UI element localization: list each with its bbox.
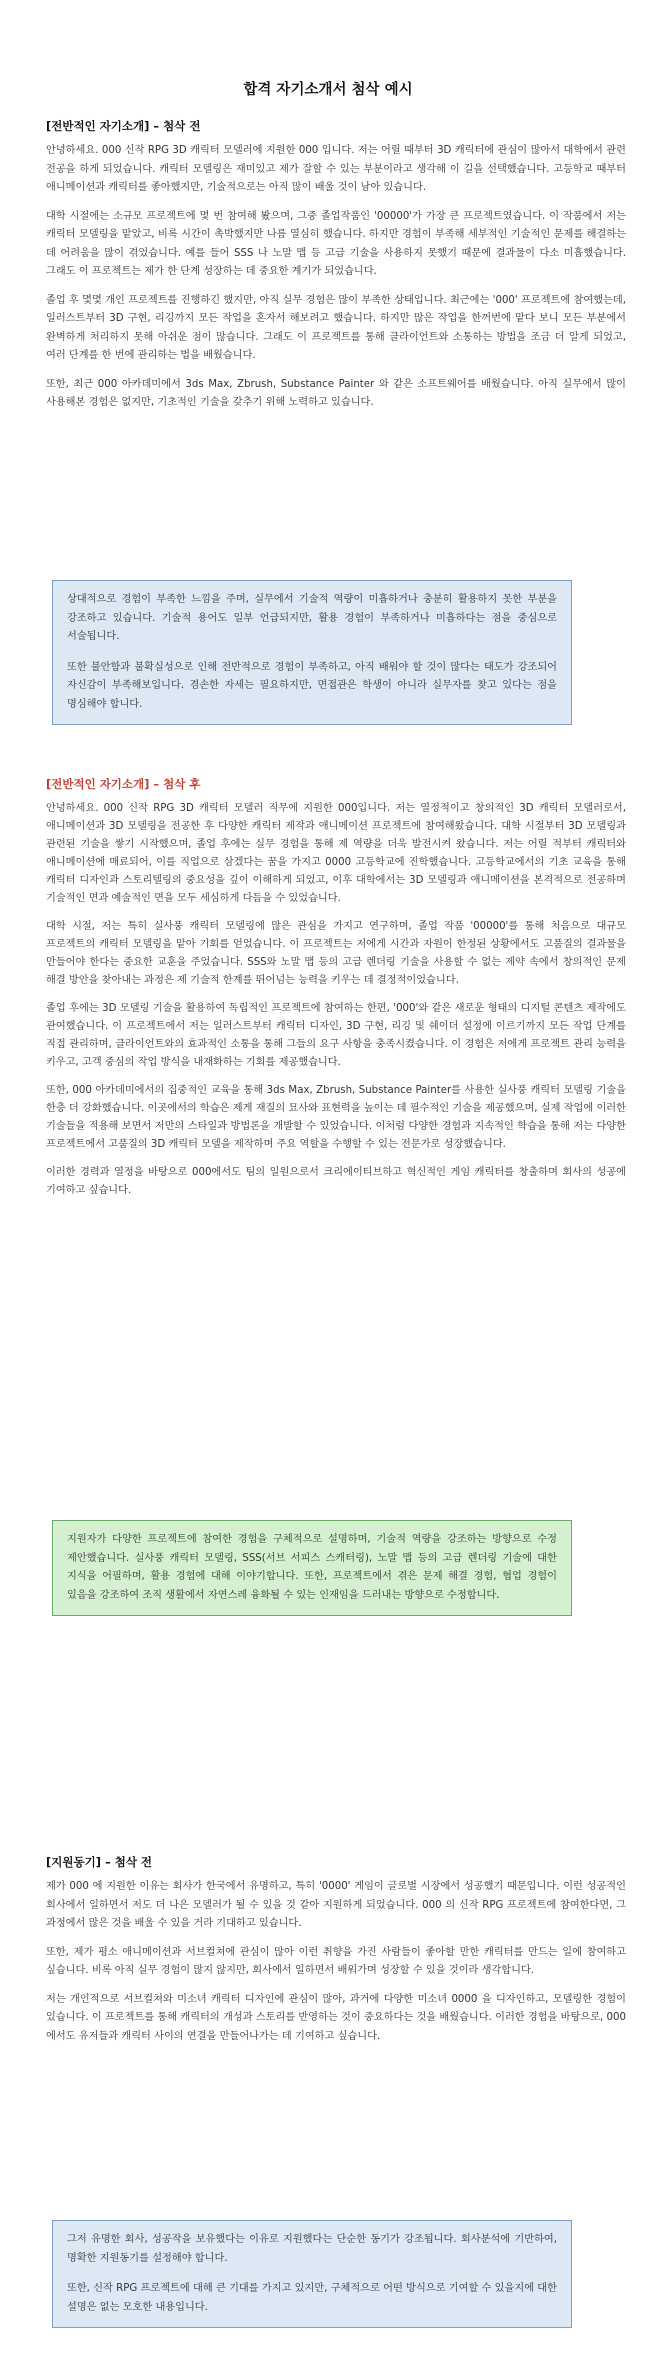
feedback-box-blue <box>52 2220 572 2328</box>
paragraph: 또한, 000 아카데미에서의 집중적인 교육을 통해 3ds Max, Zbrush, Substance Painter를 사용한 실사풍 캐릭터 모델링 기술을 한층 더 강화했습니다. 이곳에서의 학습은 제게 재질의 묘사와 표현력을 높이는 데 필수적인 기술을 제공했으며, 실제 작업에 이러한 기술들을 적용해 보면서 저만의 스타일과 방법론을 개발할 수 있었습니다. 이처럼 다양한 경험과 지속적인 학습을 통해 저는 다양한 프로젝트에서 고품질의 3D 캐릭터 모델을 제작하며 주요 역할을 수행할 수 있는 전문가로 성장했습니다. <box>46 1085 626 1150</box>
paragraph: 저는 개인적으로 서브컬쳐와 미소녀 캐릭터 디자인에 관심이 많아, 과거에 다양한 미소녀 0000 을 디자인하고, 모델링한 경험이 있습니다. 이 프로젝트를 통해 캐릭터의 개성과 스토리를 반영하는 것이 중요하다는 것을 배웠습니다. 이러한 경험을 바탕으로, 000 에서도 유저들과 캐릭터 사이의 연결을 만들어나가는 데 기여하고 싶습니다. <box>46 1993 626 2042</box>
paragraph: 또한, 최근 000 아카데미에서 3ds Max, Zbrush, Substance Painter 와 같은 소프트웨어를 배웠습니다. 아직 실무에서 많이 사용해본 경험은 없지만, 기초적인 기술을 갖추기 위해 노력하고 있습니다. <box>46 378 626 408</box>
section-heading-status: – 첨삭 전 <box>149 119 201 133</box>
section-heading <box>46 1854 626 1870</box>
section-heading-tag: [지원동기] <box>46 1855 101 1869</box>
section-intro-after <box>46 776 626 1210</box>
feedback-paragraph: 또한, 신작 RPG 프로젝트에 대해 큰 기대를 가지고 있지만, 구체적으로 어떤 방식으로 기여할 수 있을지에 대한 설명은 없는 모호한 내용입니다. <box>67 2283 557 2313</box>
paragraph: 또한, 제가 평소 애니메이션과 서브컬쳐에 관심이 많아 이런 취향을 가진 사람들이 좋아할 만한 캐릭터를 만드는 일에 참여하고 싶습니다. 비록 아직 실무 경험이 많지 않지만, 회사에서 일하면서 배워가며 성장할 수 있을 것이라 생각합니다. <box>46 1946 626 1976</box>
feedback-paragraph: 그저 유명한 회사, 성공작을 보유했다는 이유로 지원했다는 단순한 동기가 강조됩니다. 회사분석에 기반하여, 명확한 지원동기를 설정해야 합니다. <box>67 2234 557 2264</box>
section-heading-status: – 첨삭 후 <box>149 777 201 791</box>
section-intro-before <box>46 118 626 423</box>
feedback-box-green <box>52 1520 572 1616</box>
section-heading-status: – 첨삭 전 <box>100 1855 153 1869</box>
paragraph: 대학 시절, 저는 특히 실사풍 캐릭터 모델링에 많은 관심을 가지고 연구하며, 졸업 작품 '00000'를 통해 처음으로 대규모 프로젝트의 캐릭터 모델링을 맡아 기회를 얻었습니다. 이 프로젝트는 저에게 시간과 자원이 한정된 상황에서도 고품질의 결과물을 만들어야 한다는 중요한 교훈을 주었습니다. SSS와 노말 맵 등의 고급 렌더링 기술을 사용할 수 없는 제약 속에서 창의적인 문제 해결 방안을 찾아내는 과정은 제 기술적 한계를 뛰어넘는 능력을 키우는 데 결정적이었습니다. <box>46 921 626 986</box>
section-heading <box>46 776 626 792</box>
section-heading <box>46 118 626 134</box>
paragraph: 졸업 후에는 3D 모델링 기술을 활용하여 독립적인 프로젝트에 참여하는 한편, '000'와 같은 새로운 형태의 디지털 콘텐츠 제작에도 관여했습니다. 이 프로젝트에서 저는 일러스트부터 캐릭터 디자인, 3D 구현, 리깅 및 쉐이더 설정에 이르기까지 모든 작업 단계를 직접 관리하며, 클라이언트와의 효과적인 소통을 통해 그들의 요구 사항을 충족시켰습니다. 이 경험은 저에게 프로젝트 관리 능력을 키우고, 고객 중심의 작업 방식을 내재화하는 기회를 제공했습니다. <box>46 1003 626 1068</box>
feedback-paragraph: 또한 불안함과 불확실성으로 인해 전반적으로 경험이 부족하고, 아직 배워야 할 것이 많다는 태도가 강조되어 자신감이 부족해보입니다. 겸손한 자세는 필요하지만, 면접관은 학생이 아니라 실무자를 찾고 있다는 점을 명심해야 합니다. <box>67 661 557 710</box>
paragraph: 졸업 후 몇몇 개인 프로젝트를 진행하긴 했지만, 아직 실무 경험은 많이 부족한 상태입니다. 최근에는 '000' 프로젝트에 참여했는데, 일러스트부터 3D 구현, 리깅까지 모든 작업을 혼자서 해보려고 했습니다. 하지만 많은 작업을 한꺼번에 맡다 보니 모든 부분에서 완벽하게 처리하지 못해 아쉬운 점이 많습니다. 그래도 이 프로젝트를 통해 클라이언트와 소통하는 방법을 조금 더 알게 되었고, 여러 단계를 한 번에 관리하는 법을 배웠습니다. <box>46 294 626 361</box>
document-title: 합격 자기소개서 첨삭 예시 <box>243 82 413 98</box>
section-motivation-before <box>46 1854 626 2056</box>
feedback-paragraph: 상대적으로 경험이 부족한 느낌을 주며, 실무에서 기술적 역량이 미흡하거나 충분히 활용하지 못한 부분을 강조하고 있습니다. 기술적 용어도 일부 언급되지만, 활용 경험이 부족하거나 미흡하다는 점을 중심으로 서술됩니다. <box>67 594 557 642</box>
feedback-box-blue <box>52 580 572 725</box>
section-heading-tag: [전반적인 자기소개] <box>46 777 150 791</box>
feedback-paragraph: 지원자가 다양한 프로젝트에 참여한 경험을 구체적으로 설명하며, 기술적 역량을 강조하는 방향으로 수정 제안했습니다. 실사풍 캐릭터 모델링, SSS(서브 서피스 스캐터링), 노말 맵 등의 고급 렌더링 기술에 대한 지식을 어필하며, 활용 경험에 대해 이야기합니다. 또한, 프로젝트에서 겪은 문제 해결 경험, 협업 경험이 있음을 강조하여 조직 생활에서 자연스레 융화될 수 있는 인재임을 드러내는 방향으로 수정합니다. <box>67 1534 557 1601</box>
paragraph: 안녕하세요. 000 신작 RPG 3D 캐릭터 모델러에 지원한 000 입니다. 저는 어릴 때부터 3D 캐릭터에 관심이 많아서 대학에서 관련 전공을 하게 되었습니다. 캐릭터 모델링은 재미있고 제가 잘할 수 있는 부분이라고 생각해 이 길을 선택했습니다. 고등학교 때부터 애니메이션과 캐릭터를 좋아했지만, 기술적으로는 아직 많이 배울 것이 남아 있습니다. <box>46 145 626 193</box>
section-heading-tag: [전반적인 자기소개] <box>46 119 150 133</box>
paragraph: 안녕하세요. 000 신작 RPG 3D 캐릭터 모델러 직무에 지원한 000입니다. 저는 열정적이고 창의적인 3D 캐릭터 모델러로서, 애니메이션과 3D 모델링을 전공한 후 다양한 캐릭터 제작과 애니메이션 프로젝트에 참여해왔습니다. 대학 시절부터 3D 모델링과 관련된 기술을 쌓기 시작했으며, 졸업 후에는 실무 경험을 통해 제 역량을 더욱 발전시켜 왔습니다. 저는 어릴 적부터 캐릭터와 애니메이션에 매료되어, 이를 직업으로 삼겠다는 꿈을 가지고 0000 고등학교에 진학했습니다. 고등학교에서의 기초 교육을 통해 캐릭터 디자인과 스토리텔링의 중요성을 깊이 이해하게 되었고, 이후 대학에서는 3D 모델링과 애니메이션을 본격적으로 전공하며 기술적인 면과 예술적인 면을 모두 세심하게 다듬을 수 있었습니다. <box>46 803 626 904</box>
paragraph: 이러한 경력과 열정을 바탕으로 000에서도 팀의 일원으로서 크리에이티브하고 혁신적인 게임 캐릭터를 창출하며 회사의 성공에 기여하고 싶습니다. <box>46 1167 626 1196</box>
paragraph: 대학 시절에는 소규모 프로젝트에 몇 번 참여해 봤으며, 그중 졸업작품인 '00000'가 가장 큰 프로젝트였습니다. 이 작품에서 저는 캐릭터 모델링을 맡았고, 비록 시간이 촉박했지만 나름 열심히 했습니다. 하지만 경험이 부족해 세부적인 기술적인 문제를 해결하는 데 어려움을 많이 겪었습니다. 예를 들어 SSS 나 노말 맵 등 고급 기술을 사용하지 못했기 때문에 결과물이 다소 미흡했습니다. 그래도 이 프로젝트는 제가 한 단계 성장하는 데 중요한 계기가 되었습니다. <box>46 210 626 277</box>
paragraph: 제가 000 에 지원한 이유는 회사가 한국에서 유명하고, 특히 '0000' 게임이 글로벌 시장에서 성공했기 때문입니다. 이런 성공적인 회사에서 일하면서 저도 더 나은 모델러가 될 수 있을 것 같아 지원하게 되었습니다. 000 의 신작 RPG 프로젝트에 참여한다면, 그 과정에서 많은 것을 배울 수 있을 거라 기대하고 있습니다. <box>46 1881 626 1929</box>
